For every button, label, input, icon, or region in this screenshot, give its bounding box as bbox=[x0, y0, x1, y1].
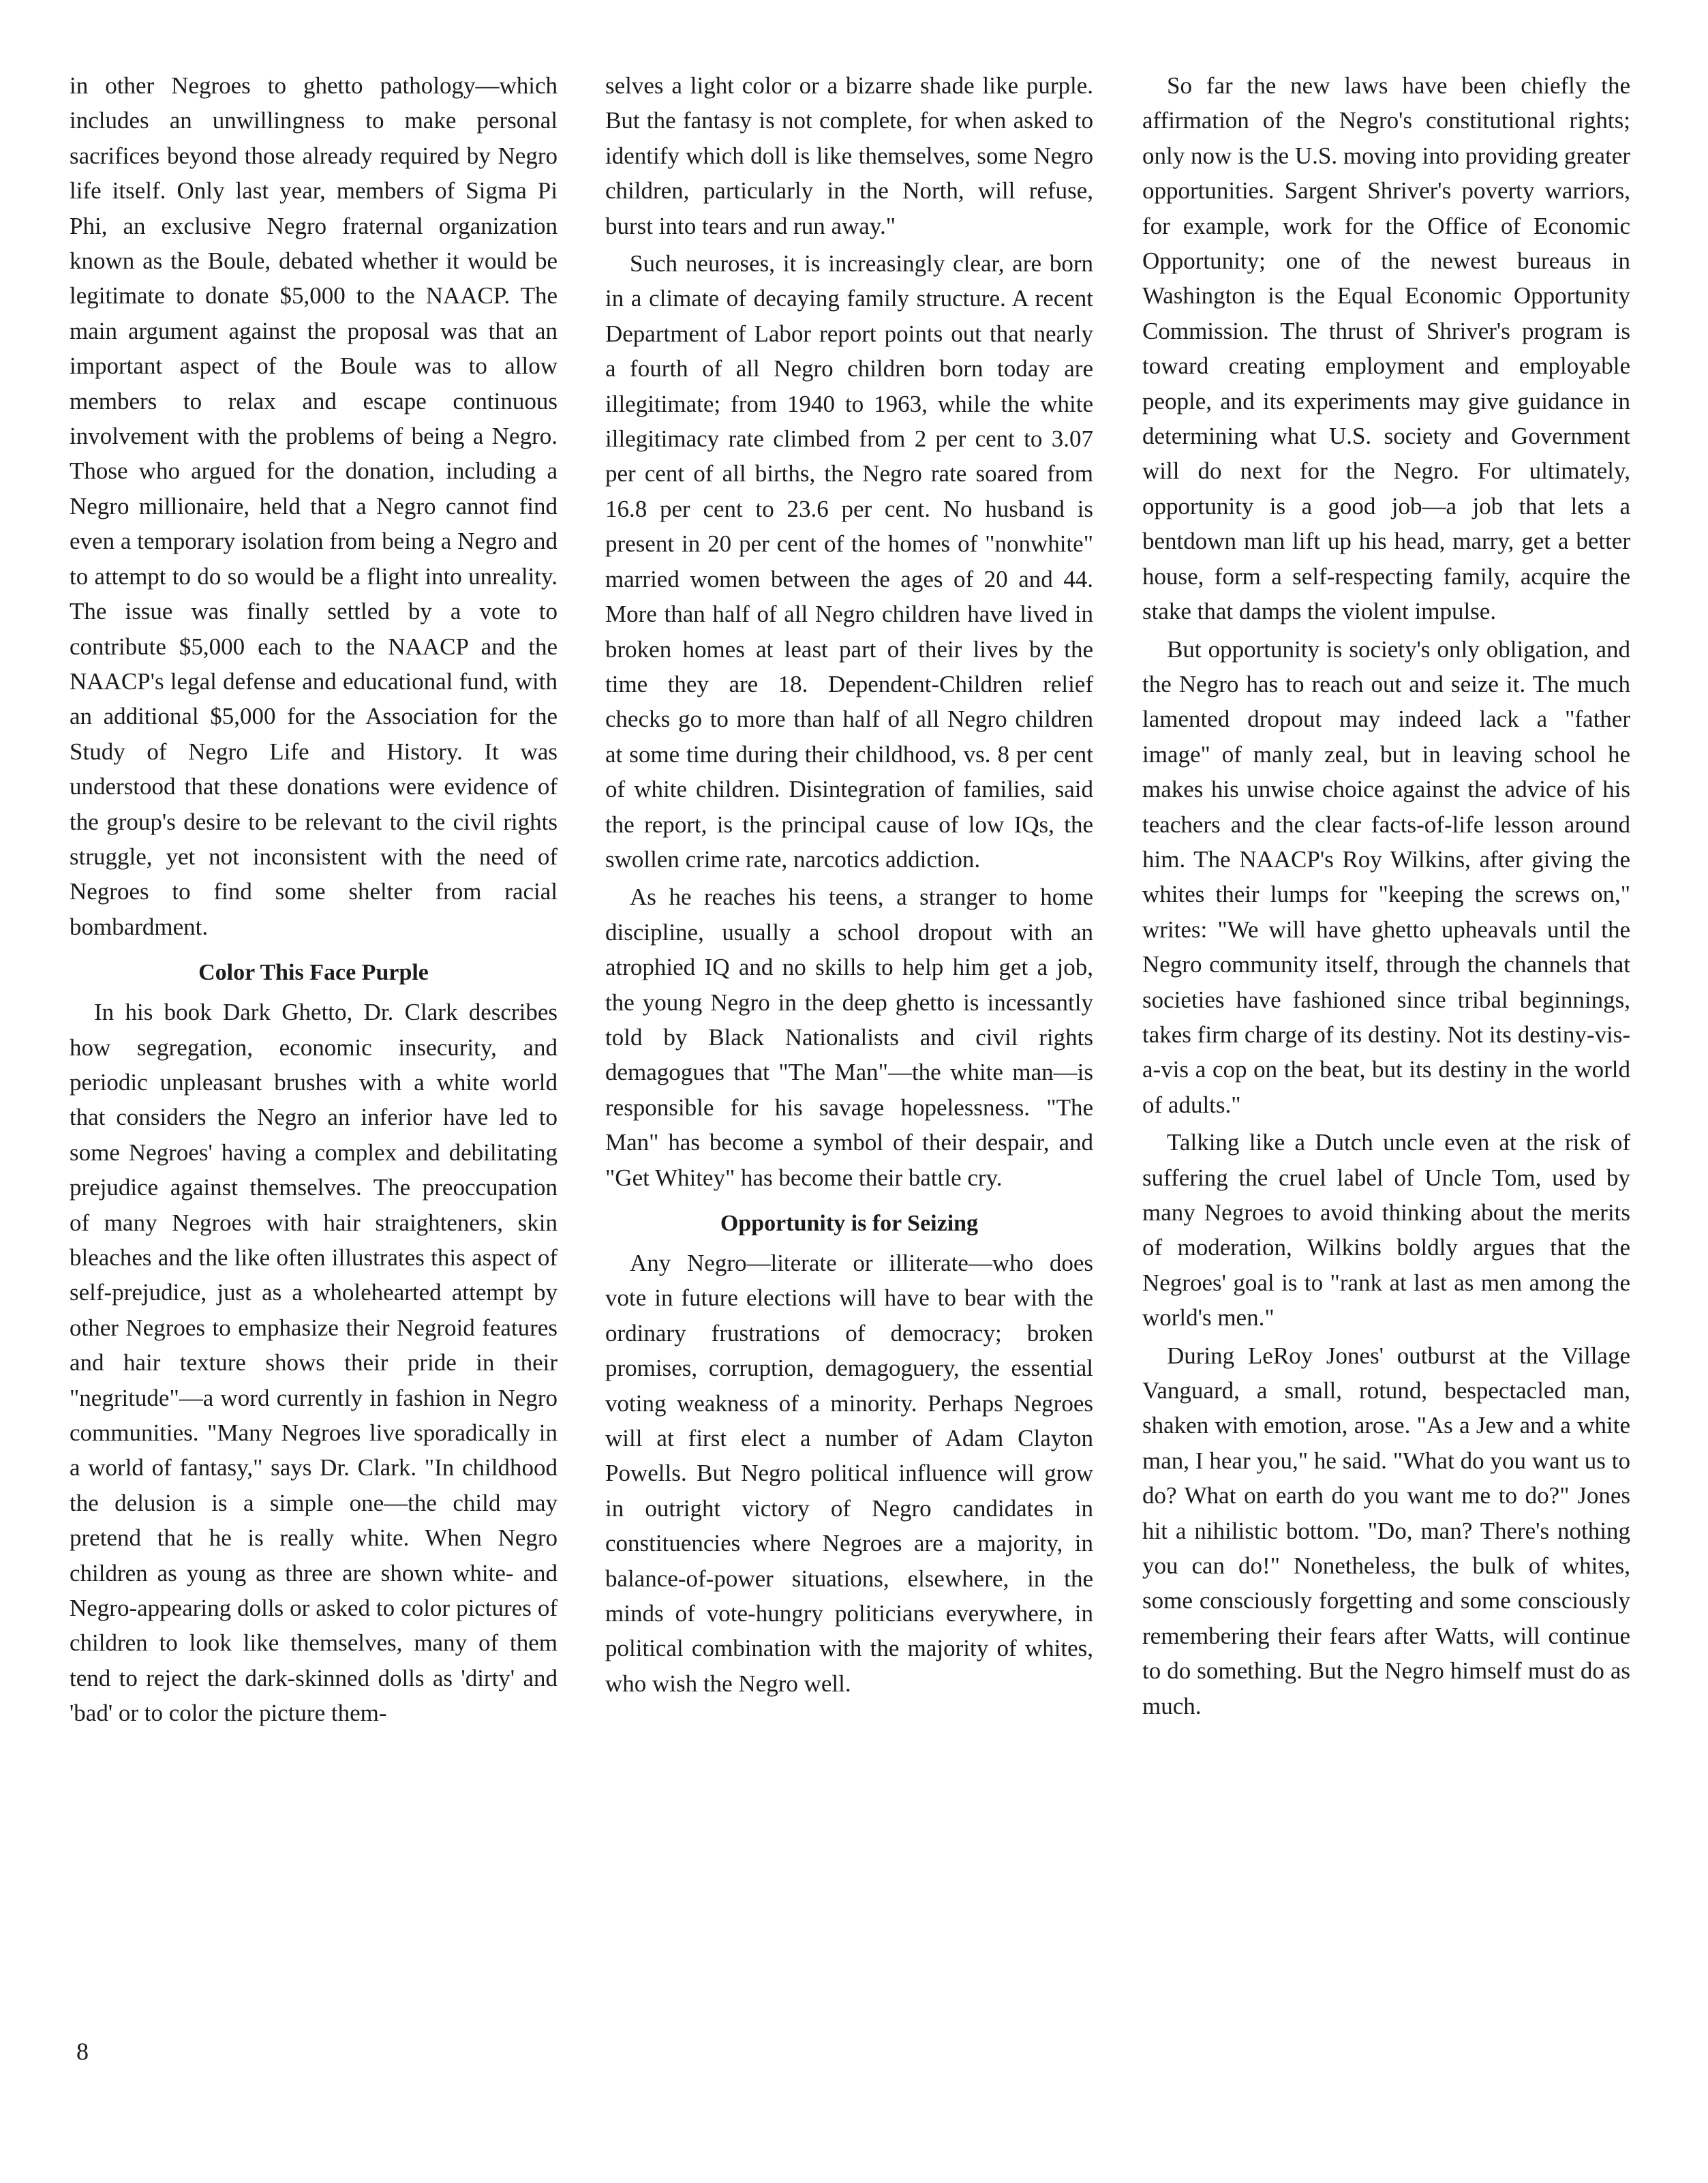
paragraph: So far the new laws have been chiefly the affirmation of the Negro's constitutional rights; only now is the U.S. moving into providing greater opportunities. Sargent Shriver's poverty warriors, for example, work for the Office of Economic Opportunity; one of the newest bureaus in Washington is the Equal Economic Opportunity Commission. The thrust of Shriver's program is toward creating employment and employable people, and its experiments may give guidance in determining what U.S. society and Government will do next for the Negro. For ultimately, opportunity is a good job—a job that lets a bentdown man lift up his head, marry, get a better house, form a self-respecting family, acquire the stake that damps the violent impulse. bbox=[1142, 72, 1630, 625]
section-heading: Color This Face Purple bbox=[198, 960, 429, 986]
paragraph: Any Negro—literate or illiterate—who does vote in future elections will have to bear with the ordinary frustrations of democracy; broken promises, corruption, demagoguery, the essential voting weakness of a minority. Perhaps Negroes will at first elect a number of Adam Clayton Powells. But Negro political influence will grow in outright victory of Negro candidates in constituencies where Negroes are a majority, in balance-of-power situations, elsewhere, in the minds of vote-hungry politicians everywhere, in political combination with the majority of whites, who wish the Negro well. bbox=[605, 1250, 1093, 1697]
section-heading: Opportunity is for Seizing bbox=[720, 1211, 979, 1236]
paragraph: Such neuroses, it is increasingly clear, are born in a climate of decaying family structure. A recent Department of Labor report points out that nearly a fourth of all Negro children born today are illegitimate; from 1940 to 1963, while the white illegitimacy rate climbed from 2 per cent to 3.07 per cent of all births, the Negro rate soared from 16.8 per cent to 23.6 per cent. No husband is present in 20 per cent of the homes of "nonwhite" married women between the ages of 20 and 44. More than half of all Negro children have lived in broken homes at least part of their lives by the time they are 18. Dependent-Children relief checks go to more than half of all Negro children at some time during their childhood, vs. 8 per cent of white children. Disintegration of families, said the report, is the principal cause of low IQs, the swollen crime rate, narcotics addiction. bbox=[605, 250, 1093, 873]
page-number: 8 bbox=[76, 2038, 89, 2065]
paragraph: During LeRoy Jones' outburst at the Village Vanguard, a small, rotund, bespectacled man, shaken with emotion, arose. "As a Jew and a white man, I hear you," he said. "What do you want us to do? What on earth do you want me to do?" Jones hit a nihilistic bottom. "Do, man? There's nothing you can do!" Nonetheless, the bulk of whites, some consciously forgetting and some consciously remembering their fears after Watts, will continue to do something. But the Negro himself must do as much. bbox=[1142, 1342, 1630, 1719]
column-1 bbox=[70, 68, 558, 1731]
paragraph: selves a light color or a bizarre shade like purple. But the fantasy is not complete, for when asked to identify which doll is like themselves, some Negro children, particularly in the North, will refuse, burst into tears and run away." bbox=[605, 72, 1093, 239]
column-2 bbox=[605, 68, 1093, 1701]
paragraph: In his book Dark Ghetto, Dr. Clark describes how segregation, economic insecurity, and periodic unpleasant brushes with a white world that considers the Negro an inferior have led to some Negroes' having a complex and debilitating prejudice against themselves. The preoccupation of many Negroes with hair straighteners, skin bleaches and the like often illustrates this aspect of self-prejudice, just as a wholehearted attempt by other Negroes to emphasize their Negroid features and hair texture shows their pride in their "negritude"—a word currently in fashion in Negro communities. "Many Negroes live sporadically in a world of fantasy," says Dr. Clark. "In childhood the delusion is a simple one—the child may pretend that he is really white. When Negro children as young as three are shown white- and Negro-appearing dolls or asked to color pictures of children to look like themselves, many of them tend to reject the dark-skinned dolls as 'dirty' and 'bad' or to color the picture them- bbox=[70, 999, 558, 1727]
paragraph: Talking like a Dutch uncle even at the risk of suffering the cruel label of Uncle Tom, used by many Negroes to avoid thinking about the merits of moderation, Wilkins boldly argues that the Negroes' goal is to "rank at last as men among the world's men." bbox=[1142, 1129, 1630, 1331]
paragraph: But opportunity is society's only obligation, and the Negro has to reach out and seize it. The much lamented dropout may indeed lack a "father image" of manly zeal, but in leaving school he makes his unwise choice against the advice of his teachers and the clear facts-of-life lesson around him. The NAACP's Roy Wilkins, after giving the whites their lumps for "keeping the screws on," writes: "We will have ghetto upheavals until the Negro community itself, through the channels that societies have fashioned since tribal beginnings, takes firm charge of its destiny. Not its destiny-vis-a-vis a cop on the beat, but its destiny in the world of adults." bbox=[1142, 635, 1630, 1118]
column-3 bbox=[1142, 68, 1630, 1723]
paragraph: in other Negroes to ghetto pathology—which includes an unwillingness to make personal sacrifices beyond those already required by Negro life itself. Only last year, members of Sigma Pi Phi, an exclusive Negro fraternal organization known as the Boule, debated whether it would be legitimate to donate $5,000 to the NAACP. The main argument against the proposal was that an important aspect of the Boule was to allow members to relax and escape continuous involvement with the problems of being a Negro. Those who argued for the donation, including a Negro millionaire, held that a Negro cannot find even a temporary isolation from being a Negro and to attempt to do so would be a flight into unreality. The issue was finally settled by a vote to contribute $5,000 each to the NAACP and the NAACP's legal defense and educational fund, with an additional $5,000 for the Association for the Study of Negro Life and History. It was understood that these donations were evidence of the group's desire to be relevant to the civil rights struggle, yet not inconsistent with the need of Negroes to find some shelter from racial bombardment. bbox=[70, 72, 558, 940]
paragraph: As he reaches his teens, a stranger to home discipline, usually a school dropout with an atrophied IQ and no skills to help him get a job, the young Negro in the deep ghetto is incessantly told by Black Nationalists and civil rights demagogues that "The Man"—the white man—is responsible for his savage hopelessness. "The Man" has become a symbol of their despair, and "Get Whitey" has become their battle cry. bbox=[605, 884, 1093, 1191]
